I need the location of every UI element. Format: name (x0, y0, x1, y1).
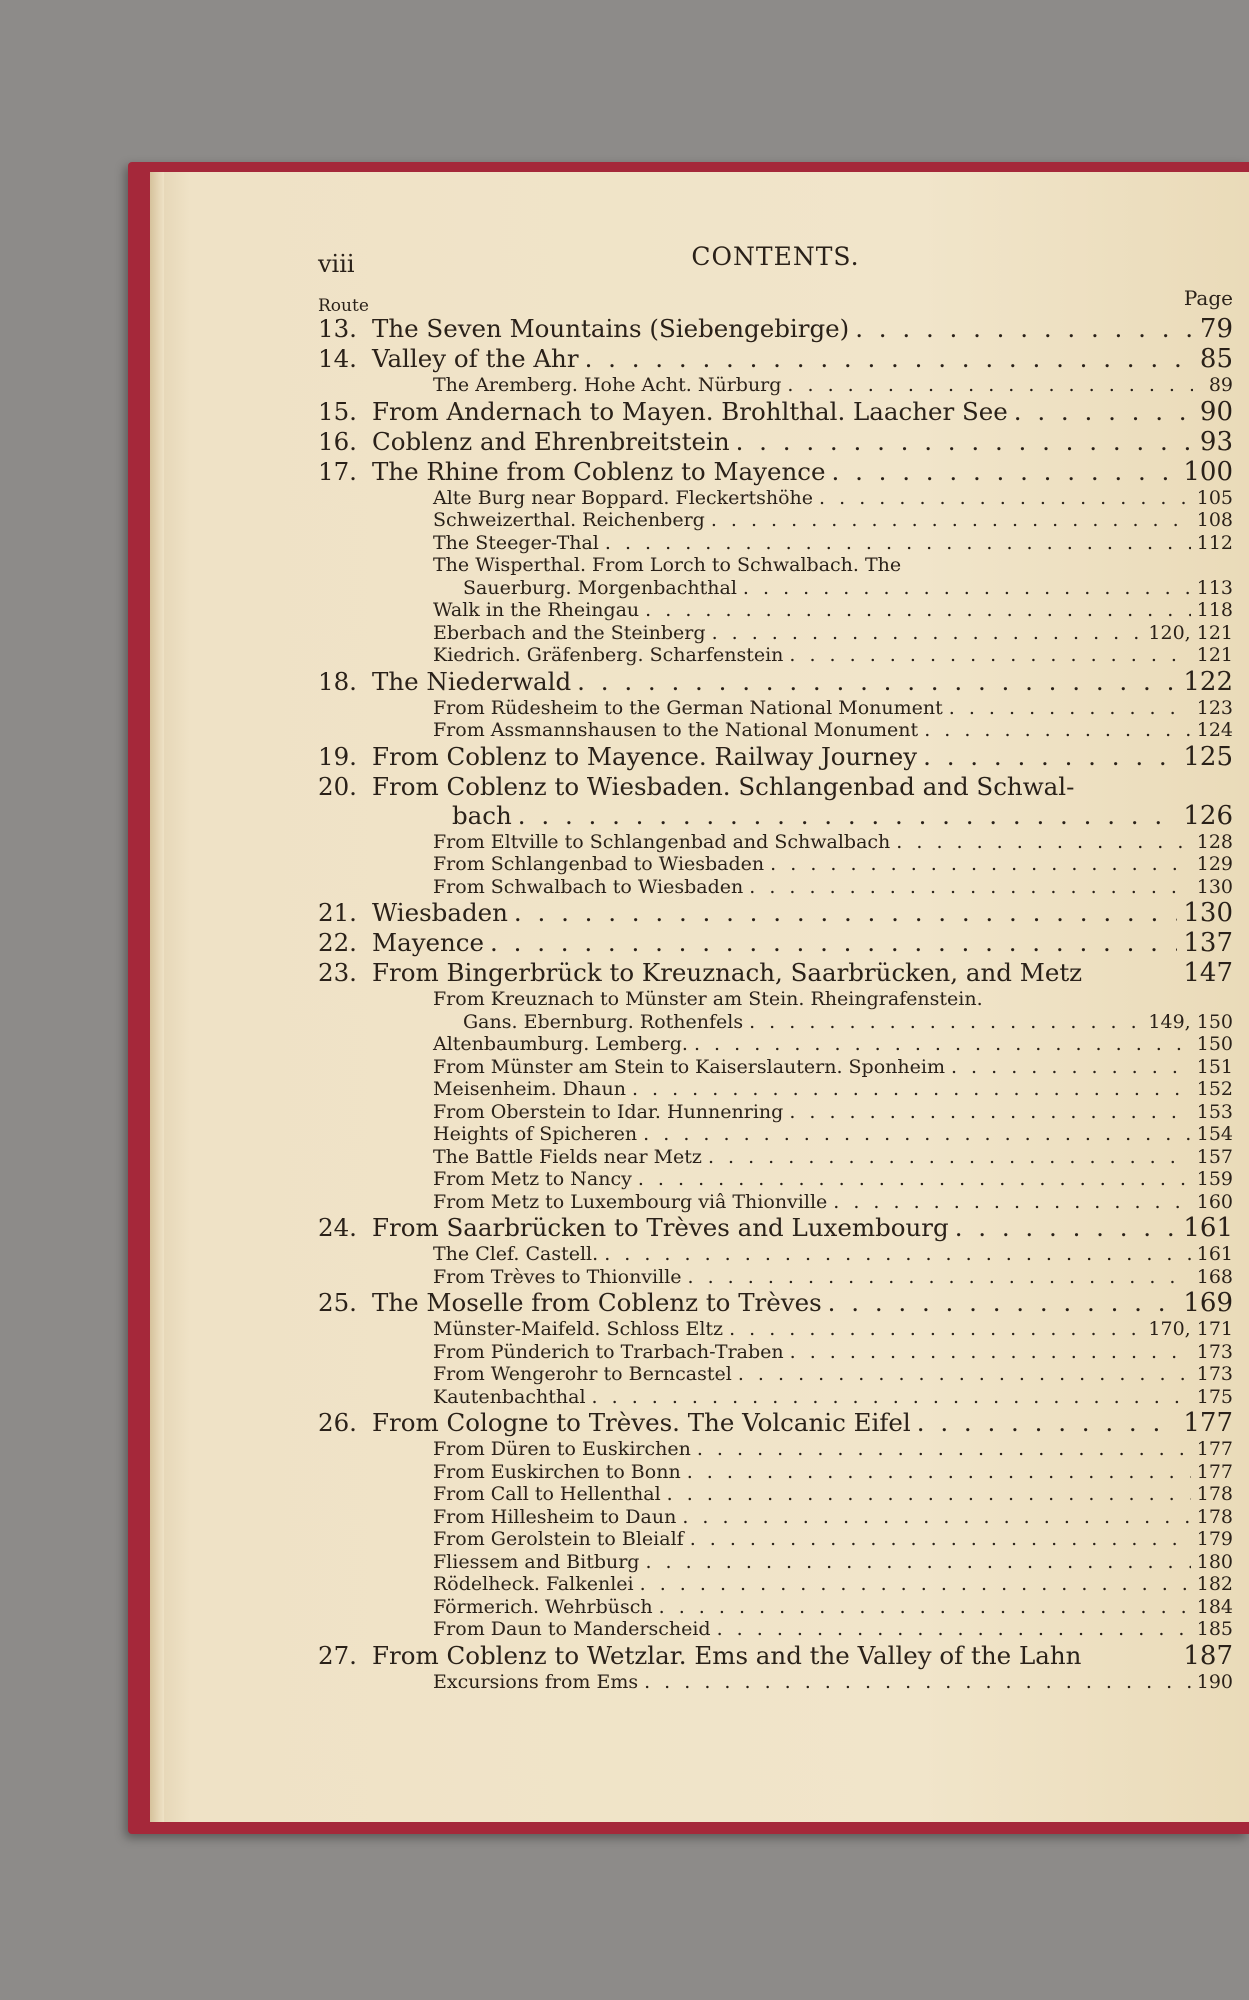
entry-title: The Moselle from Coblenz to Trèves (372, 1288, 822, 1317)
toc-subentry-row (318, 554, 1233, 577)
page-ref: 175 (1196, 1385, 1233, 1408)
page-ref: 178 (1196, 1483, 1233, 1505)
entry-title: From Andernach to Mayen. Brohlthal. Laacher See (372, 396, 1008, 426)
dot-leader (688, 1266, 1191, 1289)
toc-subentry-row (318, 1671, 1233, 1694)
toc-subentry-row (318, 509, 1233, 532)
dot-leader (949, 697, 1191, 720)
dot-leader (717, 1618, 1191, 1641)
page-header (318, 242, 1233, 286)
toc-subentry-row (318, 599, 1233, 622)
page-ref: 161 (1196, 1243, 1233, 1265)
route-number: 14. (318, 344, 357, 373)
entry-title: Förmerich. Wehrbüsch (433, 1595, 653, 1618)
route-number: 25. (318, 1288, 357, 1317)
page-number: viii (318, 250, 355, 278)
toc-subentry-row (318, 1618, 1233, 1641)
dot-leader (743, 577, 1191, 600)
entry-title: Alte Burg near Boppard. Fleckertshöhe (433, 486, 814, 509)
page-ref: 150 (1196, 1033, 1233, 1055)
page-ref: 178 (1196, 1505, 1233, 1528)
dot-leader (855, 314, 1193, 343)
toc-subentry-row (318, 1123, 1233, 1146)
dot-leader (819, 487, 1191, 510)
page-ref: 187 (1183, 1640, 1233, 1671)
dot-leader (924, 719, 1191, 742)
toc-route-row (318, 1641, 1233, 1671)
dot-leader (585, 344, 1193, 373)
dot-leader (694, 1033, 1191, 1056)
entry-title: Kautenbachthal (433, 1385, 586, 1408)
dot-leader (955, 1213, 1178, 1242)
toc-subentry-row (318, 853, 1233, 876)
entry-title: Rödelheck. Falkenlei (433, 1573, 634, 1595)
entry-title: From Pünderich to Trarbach-Traben (433, 1340, 784, 1363)
page-ref: 122 (1183, 666, 1233, 697)
entry-title: From Coblenz to Wiesbaden. Schlangenbad and Schwal- (372, 771, 1075, 801)
toc-subentry-row (318, 374, 1233, 397)
toc-subentry-row (318, 1483, 1233, 1506)
toc-route-row (318, 1288, 1233, 1318)
dot-leader (514, 898, 1177, 927)
toc-route-row (318, 314, 1233, 344)
toc-subentry-row (318, 1011, 1233, 1034)
entry-title: The Clef. Castell. (433, 1243, 599, 1265)
route-number: 13. (318, 314, 357, 343)
dot-leader (644, 1671, 1191, 1694)
page-ref: 182 (1196, 1573, 1233, 1595)
entry-title: Walk in the Rheingau (433, 599, 640, 621)
dot-leader (832, 457, 1178, 486)
entry-title: The Seven Mountains (Siebengebirge) (372, 314, 850, 343)
column-labels (318, 286, 1233, 314)
page-ref: 112 (1196, 531, 1233, 554)
route-number: 27. (318, 1640, 357, 1670)
page-ref: 128 (1196, 830, 1233, 853)
dot-leader (790, 1341, 1191, 1364)
toc-list (318, 314, 1233, 1693)
toc-subentry-row (318, 988, 1233, 1011)
entry-title: The Rhine from Coblenz to Mayence (372, 456, 826, 486)
dot-leader (643, 1123, 1191, 1146)
entry-title: From Kreuznach to Münster am Stein. Rheingrafenstein. (433, 988, 983, 1010)
page-ref: 169 (1183, 1288, 1233, 1318)
toc-subentry-row (318, 1266, 1233, 1289)
entry-title: Eberbach and the Steinberg (433, 621, 706, 644)
dot-leader (638, 1168, 1191, 1191)
page-gutter (150, 172, 164, 1822)
dot-leader (490, 928, 1177, 957)
entry-title: Gans. Ebernburg. Rothenfels (463, 1010, 744, 1033)
toc-route-row (318, 1408, 1233, 1438)
toc-subentry-row (318, 1363, 1233, 1386)
toc-subentry-row (318, 1528, 1233, 1551)
entry-title: The Aremberg. Hohe Acht. Nürburg (433, 374, 782, 396)
dot-leader (659, 1596, 1191, 1619)
route-number: 17. (318, 456, 357, 486)
entry-title: Coblenz and Ehrenbreitstein (372, 426, 730, 456)
dot-leader (604, 1243, 1191, 1266)
toc-subentry-row (318, 1033, 1233, 1056)
dot-leader (738, 1363, 1191, 1386)
dot-leader (640, 1573, 1191, 1596)
entry-title: The Niederwald (372, 666, 572, 696)
toc-route-row (318, 344, 1233, 374)
dot-leader (712, 622, 1143, 645)
toc-route-row (318, 427, 1233, 457)
book-page (150, 172, 1249, 1822)
route-number: 18. (318, 666, 357, 696)
entry-title: From Call to Hellenthal (433, 1483, 661, 1505)
dot-leader (789, 1101, 1190, 1124)
route-number: 26. (318, 1408, 357, 1437)
route-number: 22. (318, 928, 357, 957)
dot-leader (518, 801, 1178, 830)
toc-subentry-row (318, 1243, 1233, 1266)
dot-leader (711, 509, 1191, 532)
toc-subentry-row (318, 1341, 1233, 1364)
page-ref: 113 (1196, 576, 1233, 599)
dot-leader (632, 1078, 1191, 1101)
entry-title: From Bingerbrück to Kreuznach, Saarbrücken, and Metz (372, 958, 1083, 987)
entry-title: From Eltville to Schlangenbad and Schwalbach (433, 830, 891, 853)
toc-route-row (318, 928, 1233, 958)
page-ref: 90 (1199, 396, 1233, 427)
toc-route-row (318, 1213, 1233, 1243)
toc-route-row (318, 801, 1233, 831)
dot-leader (917, 1408, 1178, 1437)
toc-route-row (318, 457, 1233, 487)
entry-title: Valley of the Ahr (372, 344, 579, 373)
page-ref: 160 (1196, 1190, 1233, 1213)
page-ref: 161 (1183, 1213, 1233, 1243)
entry-title: Münster-Maifeld. Schloss Eltz (433, 1318, 724, 1340)
dot-leader (736, 427, 1193, 456)
entry-title: Schweizerthal. Reichenberg (433, 509, 705, 531)
page-ref: 170, 171 (1148, 1318, 1233, 1340)
toc-subentry-row (318, 1318, 1233, 1341)
toc-subentry-row (318, 1056, 1233, 1079)
page-ref: 100 (1183, 456, 1233, 487)
page-ref: 125 (1183, 741, 1233, 772)
dot-leader (592, 1386, 1191, 1409)
dot-leader (770, 853, 1191, 876)
toc-subentry-row (318, 831, 1233, 854)
route-number: 23. (318, 958, 357, 987)
route-number: 20. (318, 771, 357, 801)
dot-leader (787, 374, 1193, 397)
toc-subentry-row (318, 876, 1233, 899)
entry-title: From Münster am Stein to Kaiserslautern. Sponheim (433, 1055, 945, 1078)
page-ref: 153 (1196, 1100, 1233, 1123)
page-ref: 177 (1196, 1438, 1233, 1460)
dot-leader (833, 1191, 1190, 1214)
page-ref: 89 (1208, 374, 1233, 396)
page-ref: 120, 121 (1148, 621, 1233, 644)
toc-subentry-row (318, 532, 1233, 555)
entry-title: From Düren to Euskirchen (433, 1438, 691, 1460)
dot-leader (896, 831, 1190, 854)
entry-title: From Metz to Nancy (433, 1168, 632, 1190)
entry-title: The Wisperthal. From Lorch to Schwalbach. The (433, 554, 902, 576)
entry-title: From Coblenz to Wetzlar. Ems and the Valley of the Lahn (372, 1640, 1082, 1670)
page-ref: 137 (1183, 928, 1233, 958)
toc-subentry-row (318, 1551, 1233, 1574)
entry-title: From Oberstein to Idar. Hunnenring (433, 1100, 784, 1123)
entry-title: Fliessem and Bitburg (433, 1550, 640, 1573)
toc-subentry-row (318, 1101, 1233, 1124)
page-ref: 121 (1196, 644, 1233, 666)
dot-leader (682, 1506, 1190, 1529)
toc-subentry-row (318, 1146, 1233, 1169)
entry-title: From Coblenz to Mayence. Railway Journey (372, 741, 918, 771)
toc-subentry-row (318, 1078, 1233, 1101)
page-title: CONTENTS. (691, 242, 860, 271)
entry-title: Altenbaumburg. Lemberg. (433, 1033, 688, 1055)
dot-leader (729, 1318, 1142, 1341)
page-ref: 180 (1196, 1550, 1233, 1573)
dot-leader (749, 1011, 1142, 1034)
dot-leader (690, 1528, 1191, 1551)
entry-title: The Battle Fields near Metz (433, 1145, 702, 1168)
entry-title: From Gerolstein to Bleialf (433, 1528, 684, 1550)
toc-route-row (318, 958, 1233, 988)
toc-subentry-row (318, 1461, 1233, 1484)
page-ref: 108 (1196, 509, 1233, 531)
entry-title: From Schlangenbad to Wiesbaden (433, 853, 765, 875)
entry-title: Kiedrich. Gräfenberg. Scharfenstein (433, 644, 784, 666)
page-ref: 154 (1196, 1123, 1233, 1145)
page-ref: 149, 150 (1148, 1010, 1233, 1033)
toc-route-row (318, 898, 1233, 928)
dot-leader (1014, 397, 1193, 426)
page-ref: 129 (1196, 853, 1233, 875)
entry-title: Wiesbaden (372, 898, 508, 927)
page-ref: 177 (1196, 1460, 1233, 1483)
toc-route-row (318, 667, 1233, 697)
entry-title: Sauerburg. Morgenbachthal (463, 576, 737, 599)
dot-leader (789, 644, 1190, 667)
toc-subentry-row (318, 697, 1233, 720)
dot-leader (951, 1056, 1191, 1079)
dot-leader (828, 1288, 1178, 1317)
toc-subentry-row (318, 644, 1233, 667)
page-ref: 130 (1196, 875, 1233, 898)
toc-route-row (318, 772, 1233, 801)
entry-title: From Assmannshausen to the National Monument (433, 719, 919, 741)
toc-route-row (318, 397, 1233, 427)
dot-leader (667, 1483, 1191, 1506)
page-ref: 152 (1196, 1078, 1233, 1100)
dot-leader (923, 742, 1177, 771)
page-ref: 123 (1196, 696, 1233, 719)
route-number: 15. (318, 396, 357, 426)
toc-subentry-row (318, 1573, 1233, 1596)
dot-leader (577, 667, 1177, 696)
entry-title: Heights of Spicheren (433, 1123, 638, 1145)
entry-title: Excursions from Ems (433, 1670, 639, 1693)
toc-subentry-row (318, 487, 1233, 510)
page-ref: 130 (1183, 898, 1233, 928)
entry-title: From Metz to Luxembourg viâ Thionville (433, 1190, 828, 1213)
entry-title: Mayence (372, 928, 485, 957)
toc-subentry-row (318, 577, 1233, 600)
entry-title: From Trèves to Thionville (433, 1265, 682, 1288)
entry-title: Meisenheim. Dhaun (433, 1078, 626, 1100)
page-ref: 93 (1199, 426, 1233, 457)
page-ref: 79 (1199, 314, 1233, 344)
page-ref: 184 (1196, 1595, 1233, 1618)
entry-title: From Euskirchen to Bonn (433, 1460, 681, 1483)
page-ref: 151 (1196, 1055, 1233, 1078)
page-ref: 177 (1183, 1408, 1233, 1438)
page-ref: 179 (1196, 1528, 1233, 1550)
toc-subentry-row (318, 1438, 1233, 1461)
page-ref: 185 (1196, 1618, 1233, 1640)
route-number: 24. (318, 1213, 357, 1242)
page-ref: 173 (1196, 1363, 1233, 1385)
page-ref: 118 (1196, 599, 1233, 621)
dot-leader (697, 1438, 1191, 1461)
entry-title: From Cologne to Trèves. The Volcanic Eifel (372, 1408, 911, 1437)
route-number: 21. (318, 898, 357, 927)
contents-page (318, 242, 1233, 1693)
page-label: Page (1183, 286, 1233, 310)
page-ref: 190 (1196, 1670, 1233, 1693)
entry-title: The Steeger-Thal (433, 531, 599, 554)
entry-title: bach (452, 800, 512, 830)
page-ref: 173 (1196, 1340, 1233, 1363)
entry-title: From Rüdesheim to the German National Monument (433, 696, 943, 719)
dot-leader (645, 599, 1191, 622)
toc-subentry-row (318, 1191, 1233, 1214)
dot-leader (605, 532, 1191, 555)
route-label: Route (318, 296, 369, 316)
toc-subentry-row (318, 1168, 1233, 1191)
route-number: 16. (318, 426, 357, 456)
page-ref: 105 (1196, 486, 1233, 509)
toc-subentry-row (318, 1386, 1233, 1409)
toc-subentry-row (318, 1506, 1233, 1529)
entry-title: From Saarbrücken to Trèves and Luxembourg (372, 1213, 949, 1242)
toc-subentry-row (318, 1596, 1233, 1619)
dot-leader (749, 876, 1190, 899)
entry-title: From Daun to Manderscheid (433, 1618, 711, 1640)
dot-leader (645, 1551, 1190, 1574)
entry-title: From Wengerohr to Berncastel (433, 1363, 732, 1385)
toc-route-row (318, 742, 1233, 772)
entry-title: From Hillesheim to Daun (433, 1505, 677, 1528)
toc-subentry-row (318, 719, 1233, 742)
page-ref: 85 (1199, 344, 1233, 374)
page-ref: 168 (1196, 1265, 1233, 1288)
route-number: 19. (318, 741, 357, 771)
toc-subentry-row (318, 622, 1233, 645)
dot-leader (687, 1461, 1191, 1484)
page-ref: 126 (1183, 800, 1233, 831)
entry-title: From Schwalbach to Wiesbaden (433, 875, 744, 898)
page-ref: 124 (1196, 719, 1233, 741)
page-ref: 157 (1196, 1145, 1233, 1168)
page-ref: 159 (1196, 1168, 1233, 1190)
page-ref: 147 (1183, 958, 1233, 988)
dot-leader (708, 1146, 1191, 1169)
